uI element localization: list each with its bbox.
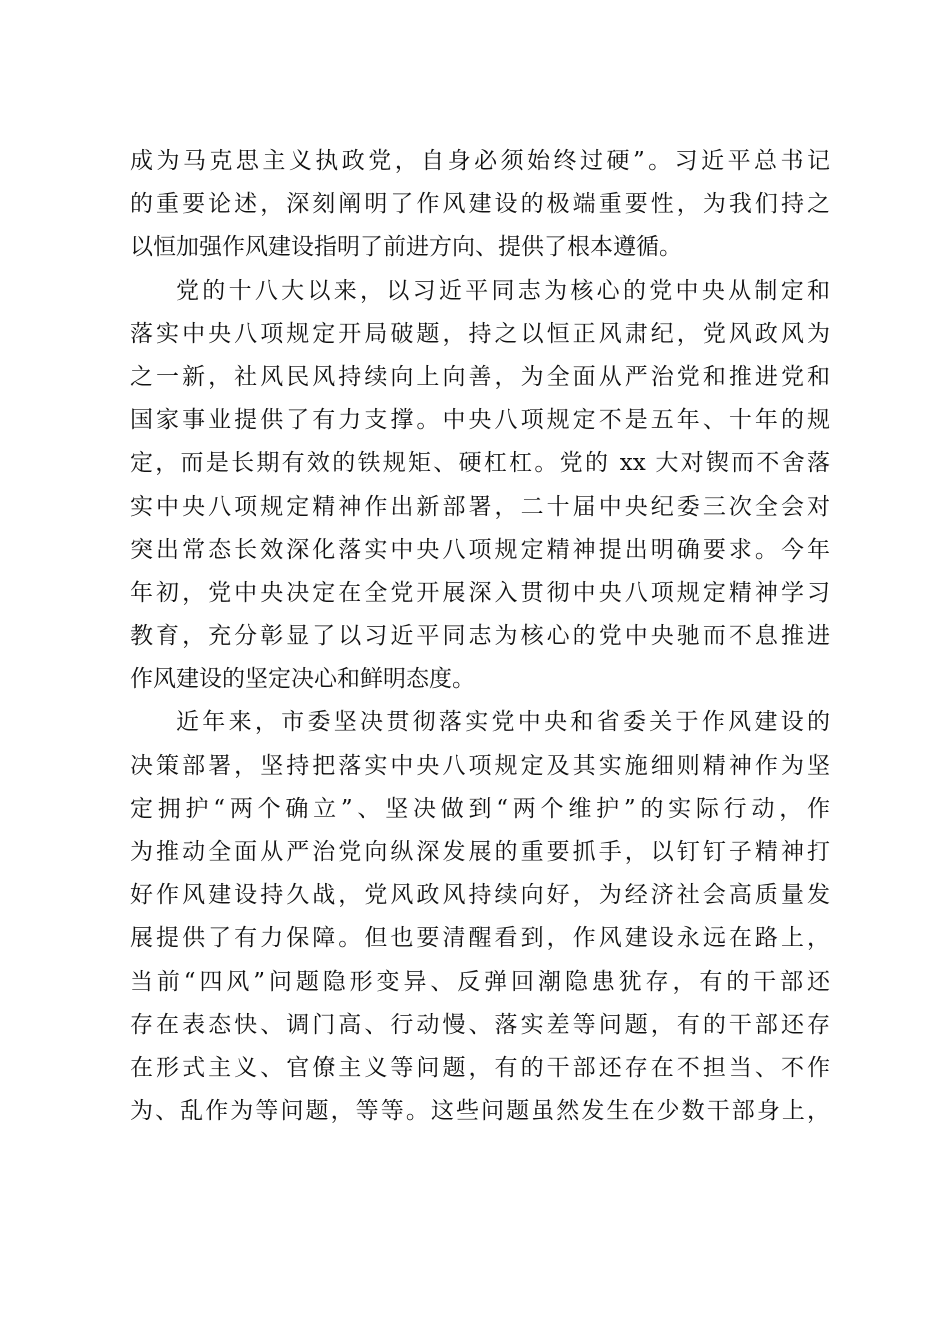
text-line: 定，而是长期有效的铁规矩、硬杠杠。党的 xx 大对锲而不舍落 xyxy=(130,450,830,477)
text-line: 之一新，社风民风持续向上向善，为全面从严治党和推进党和 xyxy=(130,363,830,390)
text-line: 成为马克思主义执政党，自身必须始终过硬”。习近平总书记 xyxy=(130,148,830,174)
text-line: 作风建设的坚定决心和鲜明态度。 xyxy=(130,666,475,693)
text-line: 当前“四风”问题隐形变异、反弹回潮隐患犹存，有的干部还 xyxy=(130,968,830,995)
text-line: 的重要论述，深刻阐明了作风建设的极端重要性，为我们持之 xyxy=(130,191,830,218)
text-line: 近年来，市委坚决贯彻落实党中央和省委关于作风建设的 xyxy=(176,709,830,736)
text-line: 以恒加强作风建设指明了前进方向、提供了根本遵循。 xyxy=(130,234,682,261)
paragraph xyxy=(130,701,830,1133)
text-line: 展提供了有力保障。但也要清醒看到，作风建设永远在路上， xyxy=(130,925,830,952)
text-line: 年初，党中央决定在全党开展深入贯彻中央八项规定精神学习 xyxy=(130,579,830,606)
text-line: 为推动全面从严治党向纵深发展的重要抓手，以钉钉子精神打 xyxy=(130,839,830,865)
text-line: 突出常态长效深化落实中央八项规定精神提出明确要求。今年 xyxy=(130,536,830,563)
text-line: 定拥护“两个确立”、坚决做到“两个维护”的实际行动，作 xyxy=(130,795,830,822)
text-line: 国家事业提供了有力支撑。中央八项规定不是五年、十年的规 xyxy=(130,407,830,434)
document-body xyxy=(130,140,830,1133)
text-line: 存在表态快、调门高、行动慢、落实差等问题，有的干部还存 xyxy=(130,1011,830,1038)
text-line: 决策部署，坚持把落实中央八项规定及其实施细则精神作为坚 xyxy=(130,752,830,779)
paragraph xyxy=(130,140,830,270)
text-line: 党的十八大以来，以习近平同志为核心的党中央从制定和 xyxy=(176,277,830,304)
text-line: 为、乱作为等问题，等等。这些问题虽然发生在少数干部身上， xyxy=(130,1098,830,1125)
text-line: 教育，充分彰显了以习近平同志为核心的党中央驰而不息推进 xyxy=(130,623,830,650)
text-line: 实中央八项规定精神作出新部署，二十届中央纪委三次全会对 xyxy=(130,493,830,520)
text-line: 落实中央八项规定开局破题，持之以恒正风肃纪，党风政风为 xyxy=(130,320,830,347)
paragraph xyxy=(130,270,830,702)
text-line: 好作风建设持久战，党风政风持续向好，为经济社会高质量发 xyxy=(130,882,830,909)
text-line: 在形式主义、官僚主义等问题，有的干部还存在不担当、不作 xyxy=(130,1054,830,1081)
